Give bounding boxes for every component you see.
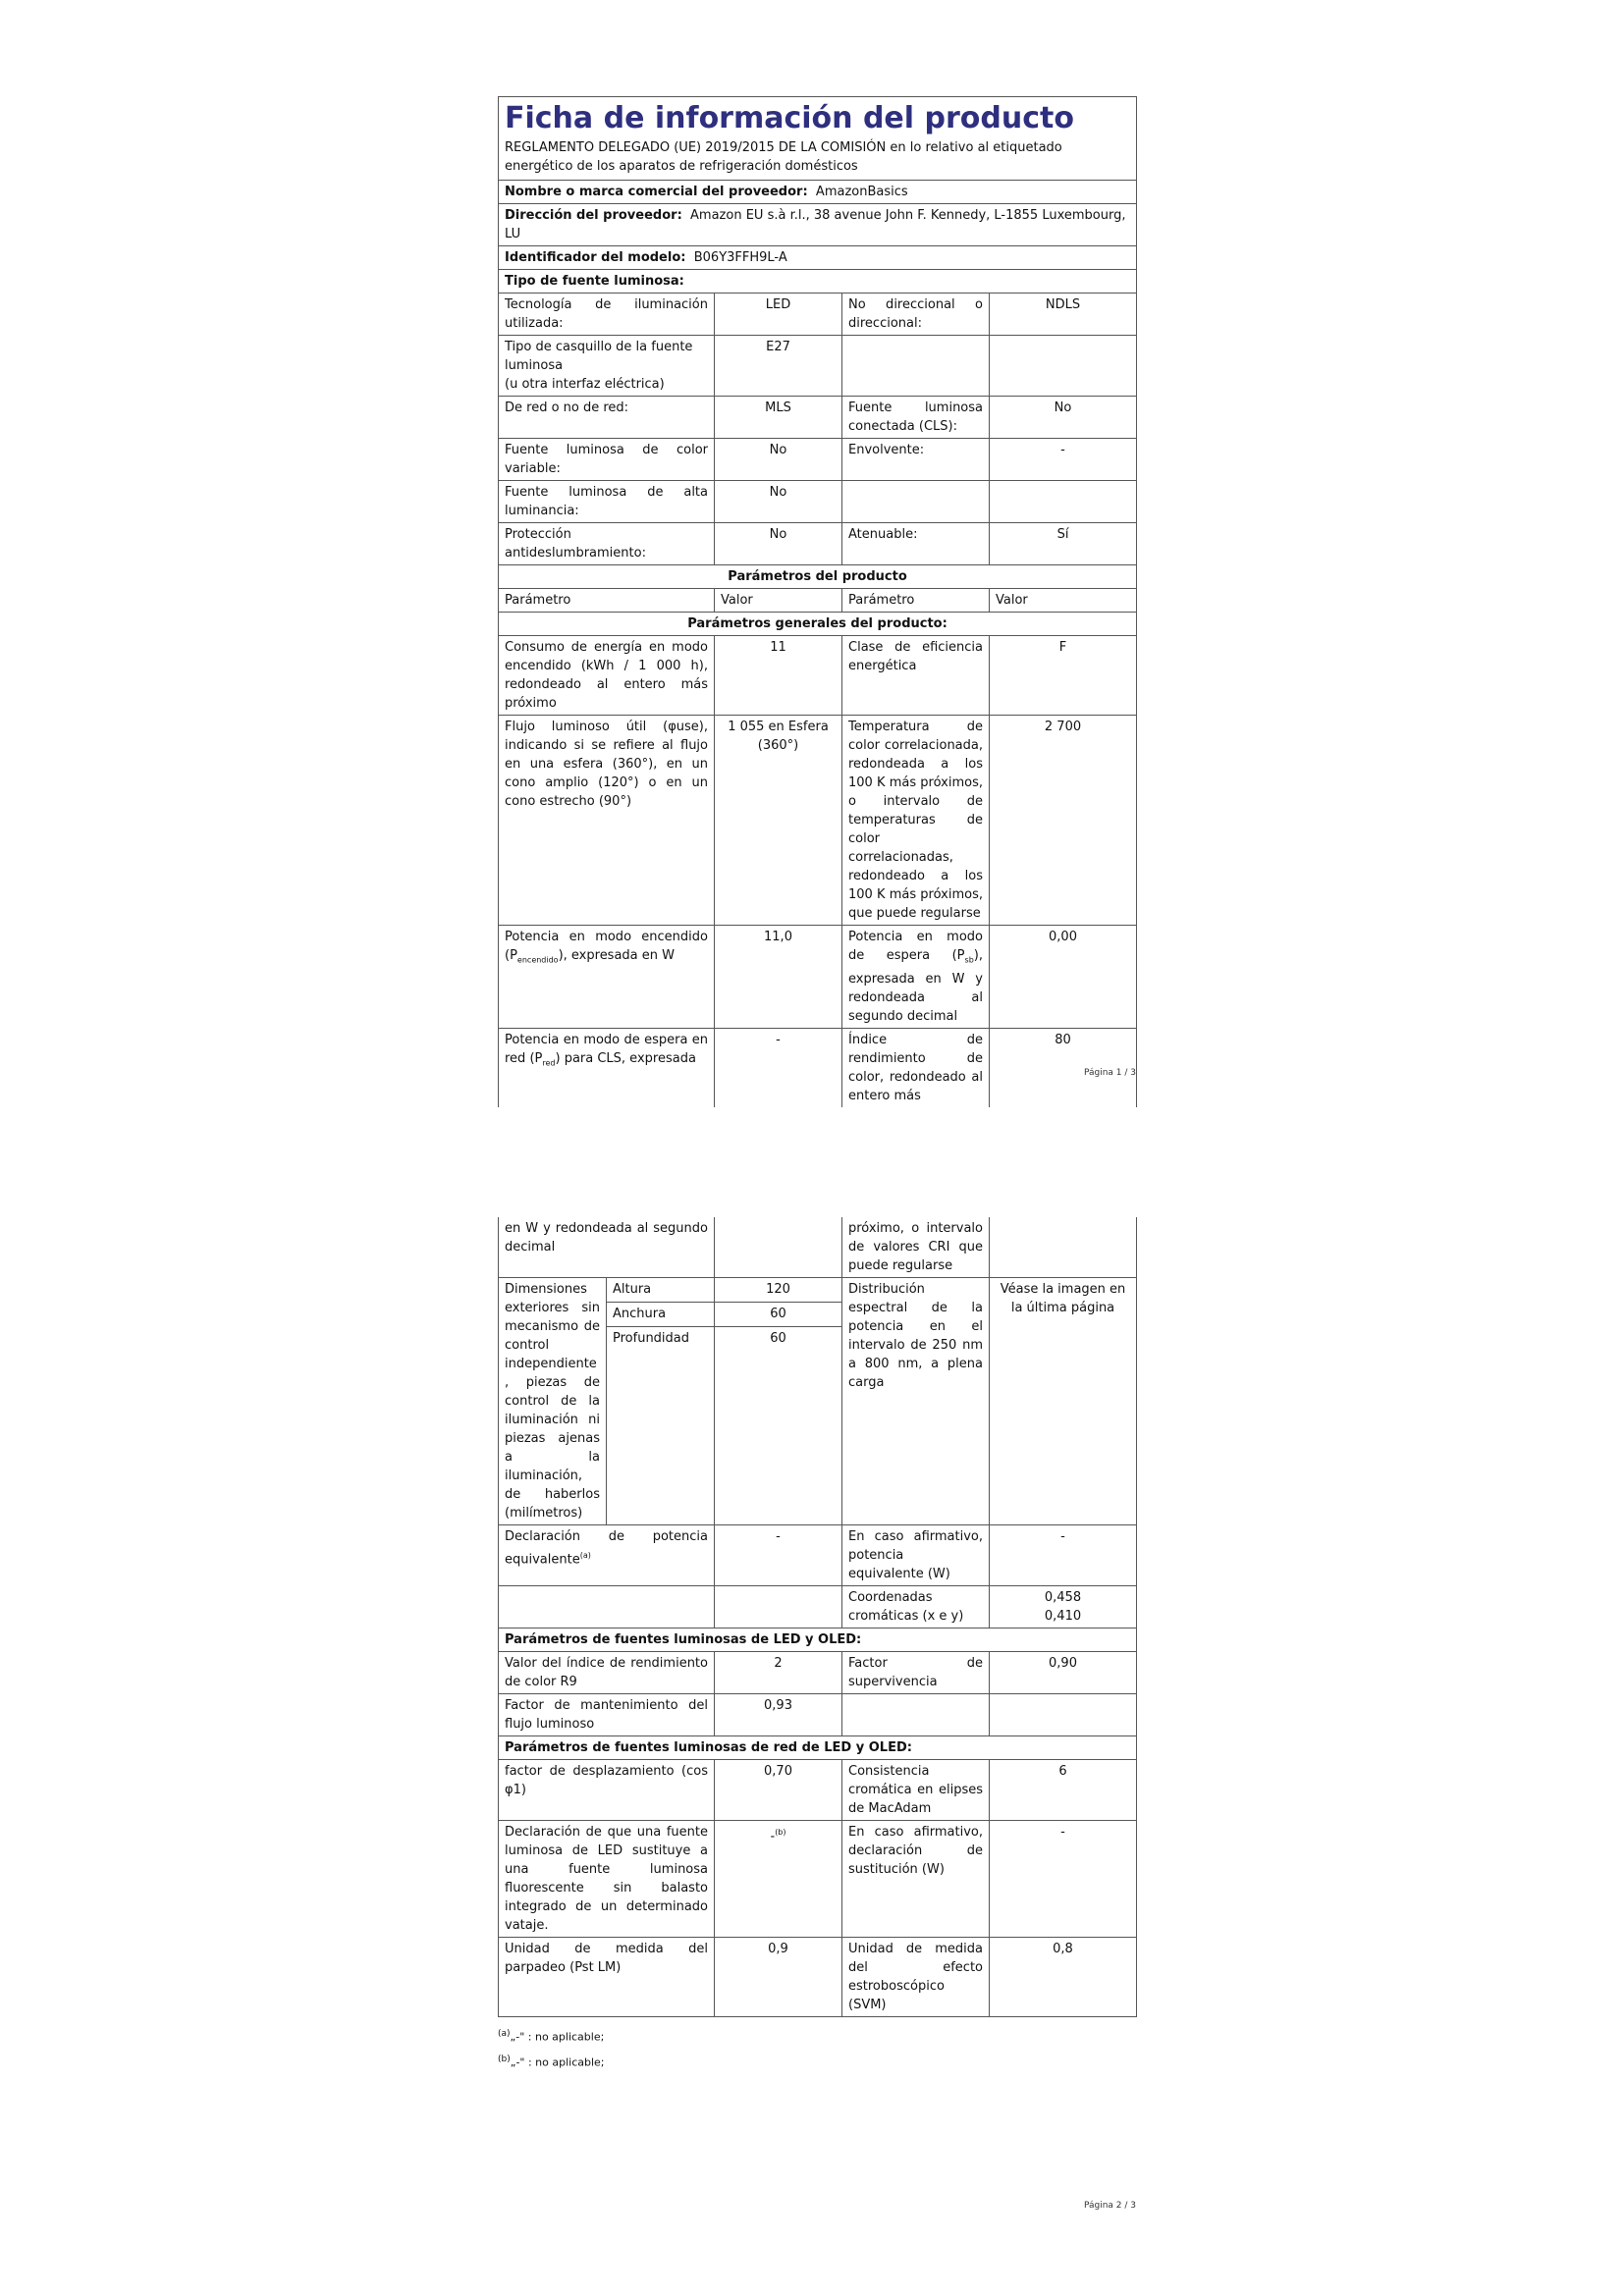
spectral-value: Véase la imagen en la última página	[990, 1278, 1137, 1525]
supplier-name-label: Nombre o marca comercial del proveedor:	[505, 185, 808, 199]
empty-cell	[715, 1217, 842, 1278]
empty-cell	[842, 481, 990, 523]
light-source-type-label: Tipo de fuente luminosa:	[499, 270, 1137, 294]
replacement-label: Declaración de que una fuente luminosa de LED sustituye a una fuente luminosa fluorescente sin balasto integrado de un determinado vataje.	[499, 1821, 715, 1938]
networked-value: -	[715, 1028, 842, 1107]
empty-cell	[990, 1217, 1137, 1278]
stroboscopic-value: 0,8	[990, 1938, 1137, 2017]
cap-label: Tipo de casquillo de la fuente luminosa	[505, 340, 693, 373]
replacement-yes-label: En caso afirmativo, declaración de sustitución (W)	[842, 1821, 990, 1938]
survival-value: 0,90	[990, 1652, 1137, 1694]
depth-label: Profundidad	[607, 1327, 715, 1525]
cap-label-cell	[499, 336, 715, 397]
colour-tunable-value: No	[715, 439, 842, 481]
col-header-value: Valor	[990, 589, 1137, 613]
equivalent-value: -	[715, 1525, 842, 1586]
footnote-a-mark: (a)	[498, 2029, 511, 2039]
footnotes	[498, 2023, 1136, 2073]
chroma-x: 0,458	[1044, 1590, 1082, 1605]
standby-sub: sb	[964, 955, 974, 965]
maintenance-value: 0,93	[715, 1694, 842, 1736]
page-2	[498, 1217, 1136, 2211]
cri-label-cont: próximo, o intervalo de valores CRI que puede regularse	[842, 1217, 990, 1278]
supplier-name-value: AmazonBasics	[815, 185, 908, 199]
chroma-label: Coordenadas cromáticas (x e y)	[842, 1586, 990, 1629]
connected-label: Fuente luminosa conectada (CLS):	[842, 397, 990, 439]
replacement-value-text: -	[770, 1829, 776, 1844]
supplier-address-row	[499, 204, 1137, 246]
energy-value: 11	[715, 636, 842, 716]
empty-cell	[842, 336, 990, 397]
standby-label	[842, 926, 990, 1029]
col-header-value: Valor	[715, 589, 842, 613]
general-parameters-heading: Parámetros generales del producto:	[499, 613, 1137, 636]
width-value: 60	[715, 1303, 842, 1327]
model-row	[499, 246, 1137, 270]
networked-label-cont: en W y redondeada al segundo decimal	[499, 1217, 715, 1278]
header-cell	[499, 97, 1137, 181]
technology-label: Tecnología de iluminación utilizada:	[499, 294, 715, 336]
mains-label: De red o no de red:	[499, 397, 715, 439]
supplier-address-value: Amazon EU s.à r.l., 38 avenue John F. Kennedy, L-1855 Luxembourg, LU	[505, 208, 1126, 241]
footnote-b	[498, 2049, 1136, 2074]
dimensions-label: Dimensiones exteriores sin mecanismo de control independiente, piezas de control de la iluminación ni piezas ajenas a la iluminación, de haberlos (milímetros)	[499, 1278, 607, 1525]
cct-label: Temperatura de color correlacionada, redondeada a los 100 K más próximos, o intervalo de temperaturas de color correlacionadas, redondeado a los 100 K más próximos, que puede regularse	[842, 716, 990, 926]
on-power-value: 11,0	[715, 926, 842, 1029]
displacement-value: 0,70	[715, 1760, 842, 1821]
envelope-label: Envolvente:	[842, 439, 990, 481]
regulation-rest: en lo relativo al etiquetado energético de los aparatos de refrigeración domésticos	[505, 140, 1062, 174]
networked-sub: red	[542, 1058, 556, 1068]
stroboscopic-label: Unidad de medida del efecto estroboscópico (SVM)	[842, 1938, 990, 2017]
r9-value: 2	[715, 1652, 842, 1694]
equivalent-label	[499, 1525, 715, 1586]
replacement-yes-value: -	[990, 1821, 1137, 1938]
high-luminance-label: Fuente luminosa de alta luminancia:	[499, 481, 715, 523]
networked-label-b: ) para CLS, expresada	[555, 1050, 696, 1066]
page-number: Página 2 / 3	[1083, 2201, 1136, 2211]
page-number: Página 1 / 3	[1083, 1068, 1136, 1078]
footnote-a	[498, 2023, 1136, 2049]
empty-cell	[842, 1694, 990, 1736]
networked-label	[499, 1028, 715, 1107]
standby-label-b: ), expresada en W y redondeada al segundo decimal	[848, 948, 983, 1024]
connected-value: No	[990, 397, 1137, 439]
cap-value: E27	[715, 336, 842, 397]
cct-value: 2 700	[990, 716, 1137, 926]
maintenance-label: Factor de mantenimiento del flujo luminoso	[499, 1694, 715, 1736]
macadam-label: Consistencia cromática en elipses de MacAdam	[842, 1760, 990, 1821]
equivalent-yes-label: En caso afirmativo, potencia equivalente (W)	[842, 1525, 990, 1586]
model-label: Identificador del modelo:	[505, 250, 686, 265]
anti-glare-value: No	[715, 523, 842, 565]
dimmable-label: Atenuable:	[842, 523, 990, 565]
regulation-text	[505, 138, 1130, 176]
supplier-address-label: Dirección del proveedor:	[505, 208, 682, 223]
on-power-sub: encendido	[516, 955, 559, 965]
efficiency-label: Clase de eficiencia energética	[842, 636, 990, 716]
empty-cell	[990, 336, 1137, 397]
col-header-param: Parámetro	[842, 589, 990, 613]
empty-cell	[990, 481, 1137, 523]
cri-label: Índice de rendimiento de color, redondeado al entero más	[842, 1028, 990, 1107]
macadam-value: 6	[990, 1760, 1137, 1821]
equivalent-yes-value: -	[990, 1525, 1137, 1586]
energy-label: Consumo de energía en modo encendido (kWh / 1 000 h), redondeado al entero más próximo	[499, 636, 715, 716]
high-luminance-value: No	[715, 481, 842, 523]
survival-label: Factor de supervivencia	[842, 1652, 990, 1694]
flux-label: Flujo luminoso útil (φuse), indicando si se refiere al flujo en una esfera (360°), en un cono amplio (120°) o en un cono estrecho (90°)	[499, 716, 715, 926]
page-title: Ficha de información del producto	[505, 101, 1074, 135]
directional-value: NDLS	[990, 294, 1137, 336]
empty-cell	[715, 1586, 842, 1629]
footnote-a-text: „-" : no aplicable;	[510, 2030, 605, 2044]
col-header-param: Parámetro	[499, 589, 715, 613]
replacement-note: (b)	[775, 1828, 786, 1837]
flicker-label: Unidad de medida del parpadeo (Pst LM)	[499, 1938, 715, 2017]
cap-sub-label: (u otra interfaz eléctrica)	[505, 377, 665, 392]
product-parameters-heading: Parámetros del producto	[499, 565, 1137, 589]
footnote-b-mark: (b)	[498, 2054, 511, 2064]
product-info-table-page1	[498, 96, 1137, 1107]
chroma-value	[990, 1586, 1137, 1629]
on-power-label-a: Potencia en modo encendido (P	[505, 930, 708, 963]
height-label: Altura	[607, 1278, 715, 1303]
equivalent-note: (a)	[579, 1551, 591, 1560]
footnote-b-text: „-" : no aplicable;	[510, 2056, 605, 2069]
supplier-name-row	[499, 181, 1137, 204]
height-value: 120	[715, 1278, 842, 1303]
regulation-bold: REGLAMENTO DELEGADO (UE) 2019/2015 DE LA COMISIÓN	[505, 140, 887, 155]
cri-value: 80	[990, 1028, 1137, 1107]
r9-label: Valor del índice de rendimiento de color R9	[499, 1652, 715, 1694]
technology-value: LED	[715, 294, 842, 336]
page-1	[498, 96, 1136, 1107]
led-parameters-heading: Parámetros de fuentes luminosas de LED y OLED:	[499, 1629, 1137, 1652]
chroma-y: 0,410	[1044, 1609, 1082, 1624]
mains-led-parameters-heading: Parámetros de fuentes luminosas de red de LED y OLED:	[499, 1736, 1137, 1760]
efficiency-value: F	[990, 636, 1137, 716]
empty-cell	[499, 1586, 715, 1629]
networked-label-a: Potencia en modo de espera en red (P	[505, 1032, 708, 1066]
on-power-label-b: ), expresada en W	[558, 948, 675, 963]
standby-value: 0,00	[990, 926, 1137, 1029]
width-label: Anchura	[607, 1303, 715, 1327]
product-info-table-page2	[498, 1217, 1137, 2017]
depth-value: 60	[715, 1327, 842, 1525]
dimmable-value: Sí	[990, 523, 1137, 565]
directional-label: No direccional o direccional:	[842, 294, 990, 336]
flux-value: 1 055 en Esfera (360°)	[715, 716, 842, 926]
anti-glare-label: Protección antideslumbramiento:	[499, 523, 715, 565]
equivalent-label-text: Declaración de potencia equivalente	[505, 1529, 708, 1568]
envelope-value: -	[990, 439, 1137, 481]
spectral-label: Distribución espectral de la potencia en el intervalo de 250 nm a 800 nm, a plena carga	[842, 1278, 990, 1525]
displacement-label: factor de desplazamiento (cos φ1)	[499, 1760, 715, 1821]
mains-value: MLS	[715, 397, 842, 439]
on-power-label	[499, 926, 715, 1029]
colour-tunable-label: Fuente luminosa de color variable:	[499, 439, 715, 481]
replacement-value	[715, 1821, 842, 1938]
empty-cell	[990, 1694, 1137, 1736]
flicker-value: 0,9	[715, 1938, 842, 2017]
model-value: B06Y3FFH9L-A	[693, 250, 787, 265]
standby-label-a: Potencia en modo de espera (P	[848, 930, 983, 963]
